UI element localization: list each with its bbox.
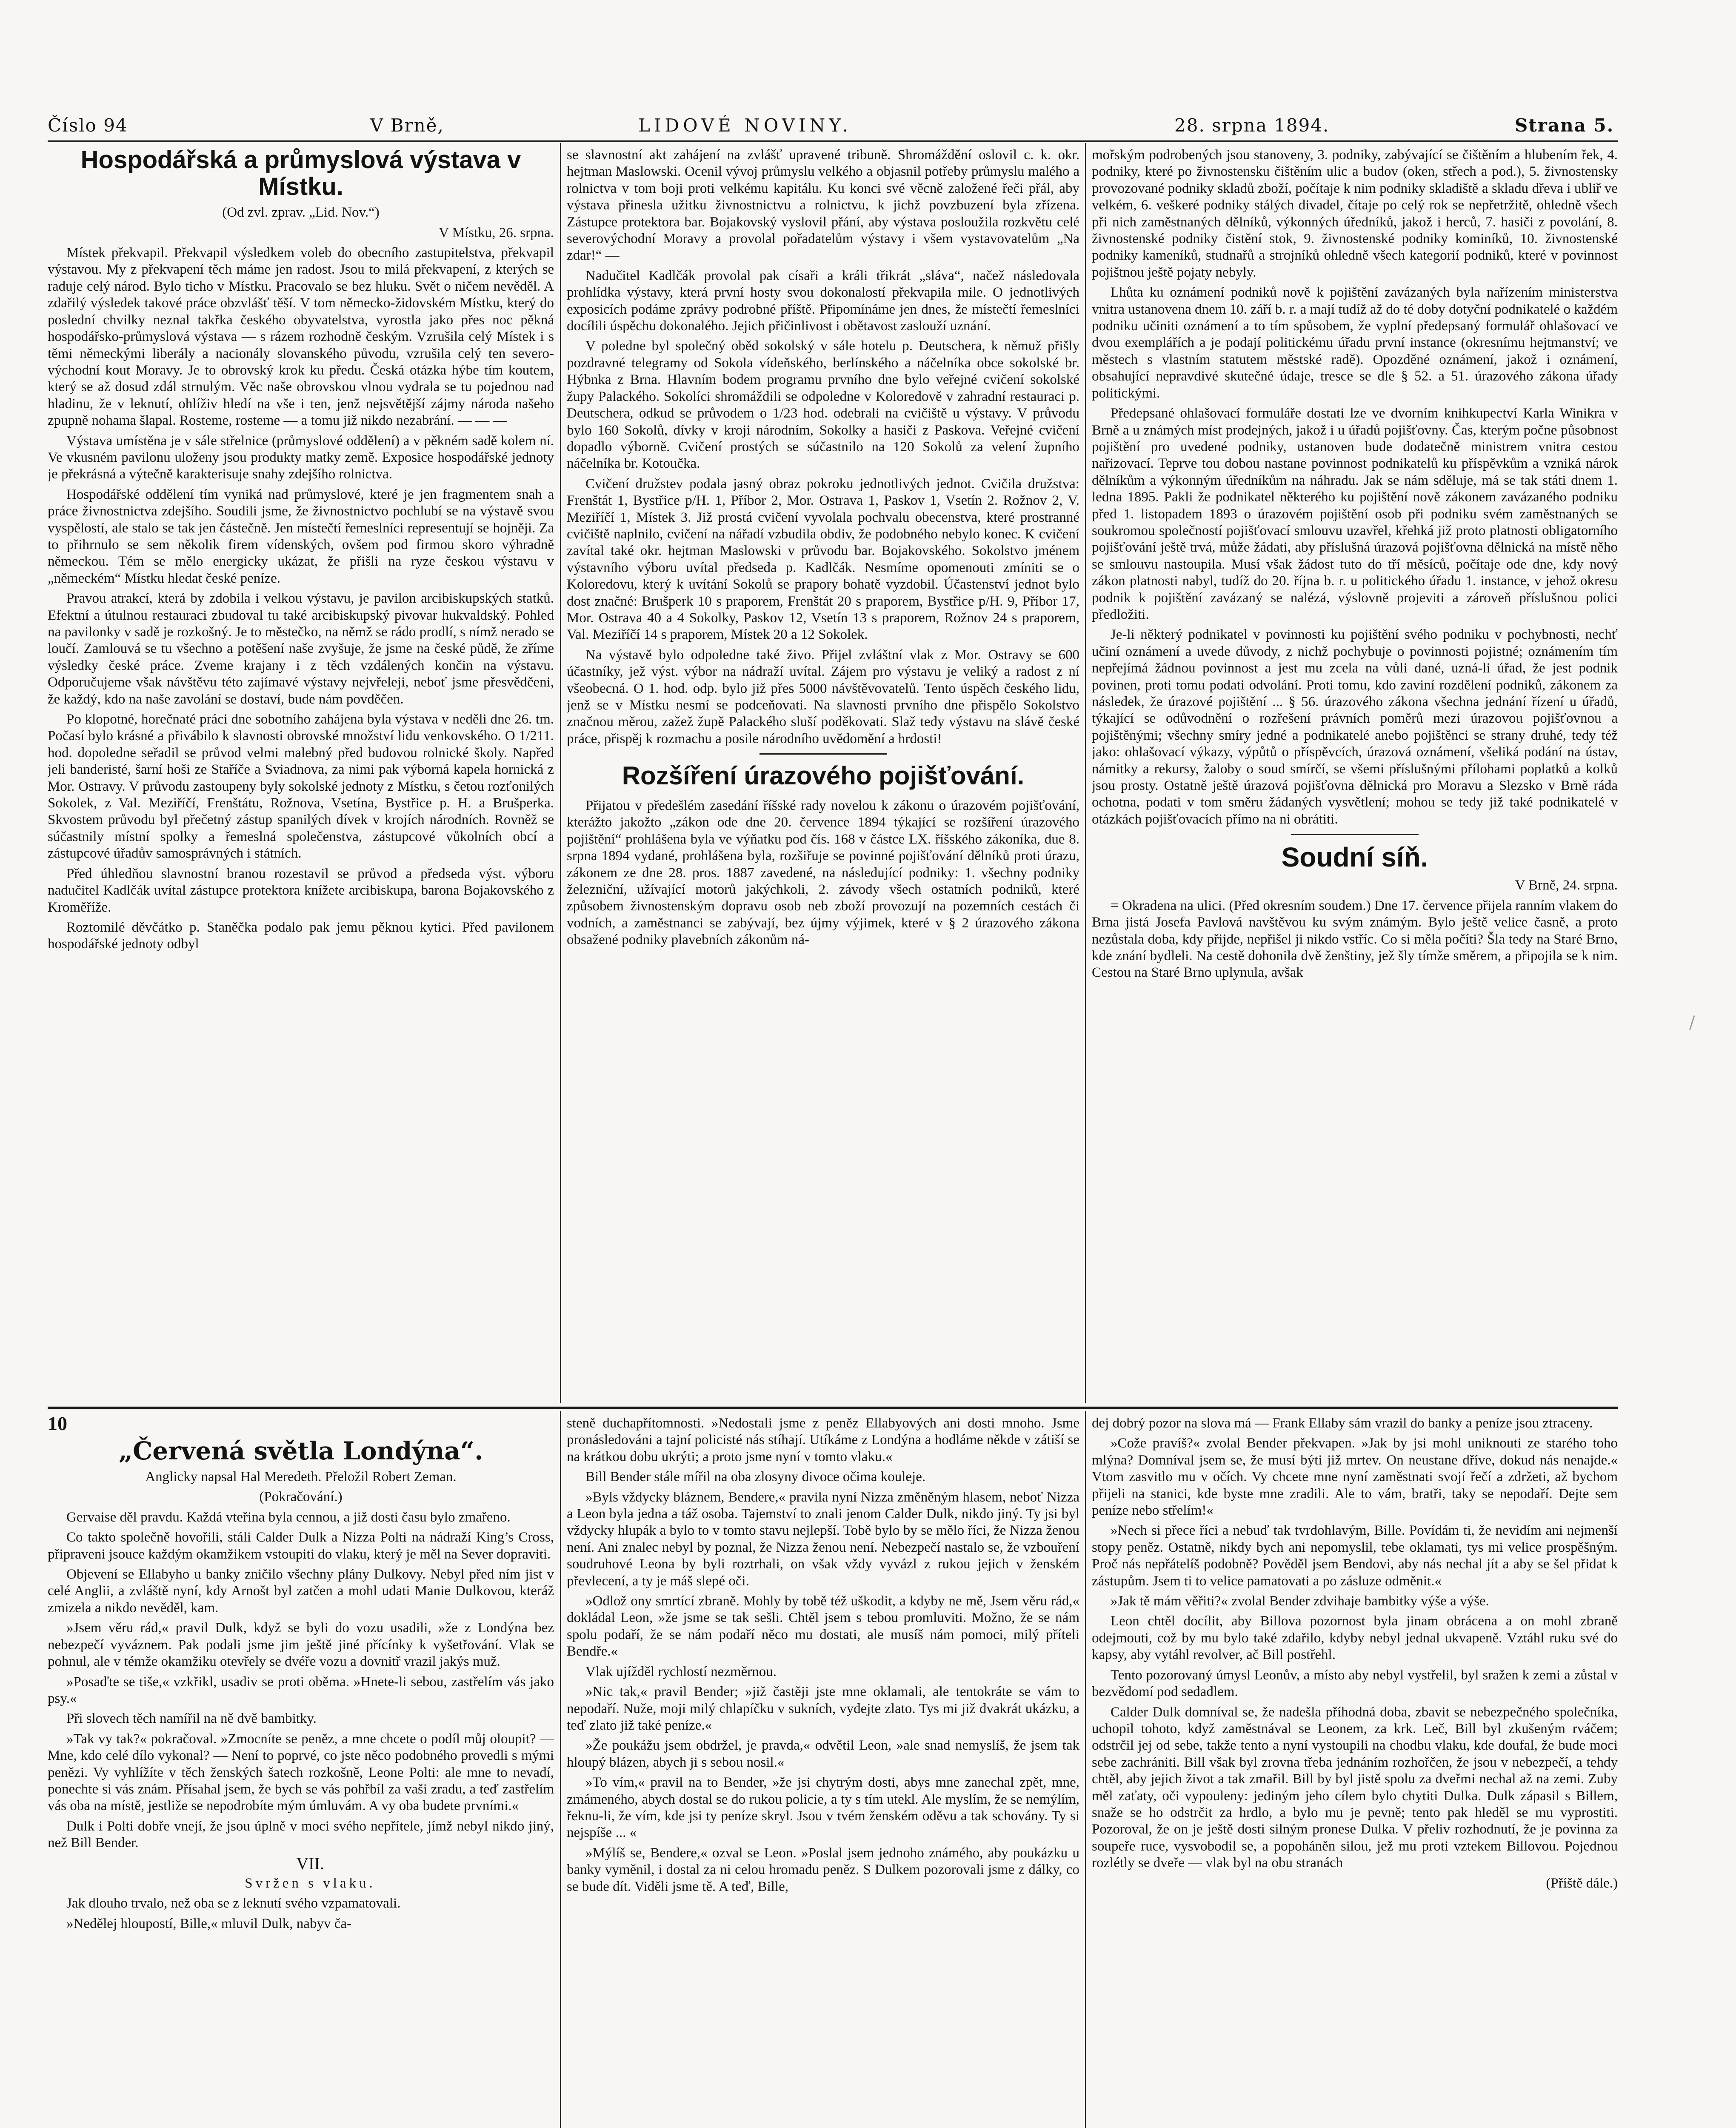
novel-paragraph: »Odlož ony smrtící zbraně. Mohly by tobě též uškodit, a kdyby ne mě, Jsem věru rád,« dokládal Leon, »že jsme se tak sešli. Chtěl jsem s tebou promluviti. Možno, že se nám spolu podaří, že se nám podaří něco mu dostati, ale musíš nám pomoci, milý příteli Bendře.« — [567, 1593, 1079, 1659]
feuilleton-rule — [48, 1407, 1618, 1409]
novel-paragraph: Calder Dulk domníval se, že nadešla příhodná doba, zbavit se nebezpečného společníka, uchopil tohoto, když zaměstnával se Leonem, za krk. Leč, Bill byl zkušeným rváčem; odstrčil jej od sebe, takže tento a nyní vystoupili na chodbu vlaku, kde doufal, že bude moci sebe zachrániti. Bill však byl zrovna třeba jednáním rozhořčen, že jsou v nebezpečí, a tehdy chtěl, aby jejich život a tak zmařil. Bill by byl jistě spolu za dveřmi nechal až na zemi. Zuby měl zaťaty, oči vypouleny: jediným jeho cílem bylo chytiti Dulka. Dulk zápasil s Billem, snaže se ho odstrčit za hrdlo, a bylo mu je pevně; tento pak hleděl se mu vyprostiti. Pozoroval, že on je ještě dosti silným pronese Dulka. V přeliv rozhodnutí, že je povinna za soupeře ruce, vysvobodil se, a popoháněn silou, jež mu proti vztekem Billovou. Pojednou rozlétly se dveře — vlak byl na obu stranách — [1092, 1704, 1618, 1871]
novel-paragraph: »Nic tak,« pravil Bender; »již častěji jste mne oklamali, ale tentokráte se vám to nepodaří. Nuže, moji milý chlapíčku v sukních, vydejte zlato. Tys mi již dvakrát ukázku, a teď zlato již také peníze.« — [567, 1684, 1079, 1733]
column-divider — [560, 143, 561, 1403]
chapter-number: VII. — [296, 1853, 324, 1873]
column-divider — [1085, 143, 1086, 1403]
article-paragraph: Nadučitel Kadlčák provolal pak císaři a králi třikrát „sláva“, načež následovala prohlídka výstavy, která první hosty svou dokonalostí překvapila mile. O jednotlivých exposicích podáme zprávy podrobné příště. Připomínáme jen dnes, že místečtí řemeslníci docílili úspěchu dokonalého. Jejich přičinlivost i obětavost zaslouží uznání. — [567, 268, 1079, 334]
novel-paragraph: dej dobrý pozor na slova má — Frank Ellaby sám vrazil do banky a peníze jsou ztraceny. — [1092, 1416, 1593, 1431]
article-paragraph: Na výstavě bylo odpoledne také živo. Přijel zvláštní vlak z Mor. Ostravy se 600 účastníky, jež výst. výbor na nádraží uvítal. Zájem pro výstavu je veliký a radost z ní všeobecná. O 1. hod. odp. bylo již přes 5000 návštěvovatelů. Tento úspěch českého lidu, jenž se v Místku nesmí se podceňovati. Na slavnosti prvního dne přispělo Sokolstvo značnou měrou, zažež župě Palackého sluší poděkovati. Slaž tedy výstavu na slávě české práce, přispěj k rozmachu a posile národního uvědomění a hrdosti! — [567, 647, 1079, 747]
header-rule — [48, 140, 1618, 142]
insurance-continued — [1092, 147, 1618, 1402]
header-issue: Číslo 94 — [48, 115, 128, 136]
exhibition-continued — [567, 147, 1079, 1402]
novel-column-2 — [567, 1415, 1079, 2128]
header-date: 28. srpna 1894. — [1174, 115, 1330, 136]
article-paragraph: se slavnostní akt zahájení na zvlášť upravené tribuně. Shromáždění oslovil c. k. okr. hejtman Maslowski. Ocenil vývoj průmyslu velkého a objasnil potřeby průmyslu malého a rolnictva v tom boji proti velkému kapitálu. Ku konci své věcně založené řeči přál, aby výstava přinesla užitku živnostnictvu a rolnictvu, k jichž povzbuzení byla zřízena. Zástupce protektora bar. Bojakovský vyslovil přání, aby výstava posloužila rozkvětu celé severovýchodní Moravy a provolal pořadatelům výstavy i všem vystavovatelům „Na zdar!“ — — [567, 147, 1079, 263]
article-paragraph: Po klopotné, horečnaté práci dne sobotního zahájena byla výstava v neděli dne 26. tm. Počasí bylo krásné a přivábilo k slavnosti obrovské množství lidu venkovského. O 1/211. hod. dopoledne seřadil se průvod velmi malebný před budovou rolnické školy. Napřed jeli banderisté, šarní hoši ze Staříče a Sviadnova, za nimi pak výborná kapela hornická z Mor. Ostravy. V průvodu zastoupeny byly sokolské jednoty z Místku, s četou rozťonilých Sokolek, z Val. Meziříčí, Frenštátu, Rožnova, Vsetína, Bystřice p. H. a Brušperka. Skvostem průvodu byl přečetný zástup spanilých dívek v krojích národních. Rovněž se súčastnily místní spolky a řemeslná společenstva, zástupcové vůkolních obcí a zástupcové úřadův samosprávných i státních. — [48, 712, 554, 861]
article-paragraph: Je-li některý podnikatel v povinnosti ku pojištění svého podniku v pochybnosti, nechť učiní oznámení a uvede důvody, z nichž pochybuje o povinnosti pojistné; oznámením tím nepřejímá žádnou povinnost a jest mu zcela na vůli dané, uzná-li úřad, že jest podnik povinen, proti tomu podati odvolání. Proti tomu, kdo zaviní rozdělení podniků, zákonem za následek, že úrazové pojištění ... § 56. úrazového zákona všechna jednání řízení u úřadů, týkající se odůvodnění o rozřešení právních poměrů mezi úrazovou pojišťovnou a pojištěnými; všechny smíry jedné a podnikatelé anebo pojištěnci se strany druhé, tedy též jako: ohlašovací výkazy, výpůtů o příspěvcích, úrazová oznámení, všeliká podání na ústav, námitky a rekursy, žaloby o soud smírčí, se všemi příslušnými přílohami poplatků a kolků jsou prosty. Ostatně ještě úrazová pojišťovna dělnická pro Moravu a Slezsko v Brně ráda ochotna, podati v tom směru žádaných vysvětlení; mohou se tedy již také podnikatelé v otázkách pojišťovacích přímo na ni obrátiti. — [1092, 627, 1618, 827]
novel-paragraph: »Jak tě mám věřiti?« zvolal Bender zdvihaje bambitky výše a výše. — [1111, 1593, 1489, 1609]
article-paragraph: Hospodářské oddělení tím vyniká nad průmyslové, které je jen fragmentem snah a práce živnostnictva zdejšího. Soudili jsme, že živnostnictvo pochlubí se na výstavě svou vyspělostí, ale stalo se tak jen částečně. Jen místečtí řemeslníci representují se hojněji. Za to přihrnulo se sem několik firem vídenských, ovšem pod firmou skoro výhradně německou. Tém se mělo energicky ukázat, že přišli na ryze českou výstavu v „německém“ Místku hledat české peníze. — [48, 486, 554, 586]
novel-paragraph: »Posaďte se tiše,« vzkřikl, usadiv se proti oběma. »Hnete-li sebou, zastřelím vás jako psy.« — [48, 1674, 554, 1706]
column-divider — [560, 1411, 561, 2128]
novel-paragraph: Tento pozorovaný úmysl Leonův, a místo aby nebyl vystřelil, byl sražen k zemi a zůstal v bezvědomí pod sedadlem. — [1092, 1667, 1618, 1700]
novel-paragraph: steně duchapřítomnosti. »Nedostali jsme z peněz Ellabyových ani dosti mnoho. Jsme pronásledováni a tajní policisté nás stíhají. Utíkáme z Londýna a hodláme někde v zátiší se na krátkou dobu ukrýti; a proto jsme nyní v tomto vlaku.« — [567, 1416, 1079, 1464]
novel-paragraph: Jak dlouho trvalo, než oba se z leknutí svého vzpamatovali. — [66, 1896, 401, 1911]
novel-author: Anglicky napsal Hal Meredeth. Přeložil Robert Zeman. — [145, 1469, 457, 1485]
article-paragraph: Lhůta ku oznámení podniků nově k pojištění zavázaných byla nařízením ministerstva vnitra ustanovena dnem 10. září b. r. a mají tudíž až do té doby dotyční podnikatelé o každém podniku učiniti oznámení a to tím spůsobem, že vyplní předepsaný formulář ohlašovací ve dvou exemplářích a je podají politickému úřadu první instance (okresnímu hejtmanství; ve městech s vlastním statutem městské radě). Opozděné oznámení, jakož i oznámení, obsahující nepravdivé skutečné údaje, tresce se dle § 52. a 51. úrazového zákona úřady politickými. — [1092, 285, 1618, 401]
column-divider — [1085, 1411, 1086, 2128]
article-paragraph: Výstava umístěna je v sále střelnice (průmyslové oddělení) a v pěkném sadě kolem ní. Ve vkusném pavilonu uloženy jsou produkty matky země. Exposice hospodářské jednoty je překrásná a výtečně karakterisuje snahy zdejšího rolnictva. — [48, 433, 554, 482]
section-rule — [760, 753, 887, 755]
article-paragraph: Místek překvapil. Překvapil výsledkem voleb do obecního zastupitelstva, překvapil výstavou. My z překvapení těch máme jen radost. Jsou to milá překvapení, z kterých se raduje celý národ. Bylo ticho v Místku. Pracovalo se bez hluku. Svět o ničem nevěděl. A zdařilý výsledek takové práce obzvlášť těší. V tom německo-židovském Místku, který do poslední chvilky neznal takřka českého obyvatelstva, vyrostla jako přes noc pěkná hospodářsko-průmyslová výstava — s rázem rozhodně českým. Vzrušila celý Místek i s těmi německými liberály a nacionály slovanského původu, vzrušila celý ten severo-východní kout Moravy. Je to obrovský krok ku předu. Česká otázka hýbe tím koutem, který se až dosud zdál strnulým. Věc naše obrovskou vlnou vydrala se tu pojednou nad hladinu, že v leknutí, ohlíživ hledí na vše i ten, jenž nejsvětější zájmy národa našeho zpupně nohama šlapal. Rosteme, rosteme — a tomu již nikdo nezabrání. — — — — [48, 245, 554, 429]
novel-paragraph: »Cože pravíš?« zvolal Bender překvapen. »Jak by jsi mohl uniknouti ze starého toho mlýna? Domníval jsem se, že musí býti již mrtev. On neustane dříve, dokud nás nenajde.« Vtom zasvitlo mu v očích. Vy chcete mne nyní zaměstnati svojí řečí a zdržeti, až bychom přijeli na stanici, kde byste mne zradili. Ale to vám, bratři, taky se nepodaří. Dejte sem peníze nebo střelím!« — [1092, 1436, 1618, 1519]
novel-paragraph: Objevení se Ellabyho u banky zničilo všechny plány Dulkovy. Nebyl před ním jist v celé Anglii, a zvláště nyní, kdy Arnošt byl zatčen a mohl udati Manie Dulkovou, kteráž zmizela a nikdo nevěděl, kam. — [48, 1567, 554, 1616]
article-paragraph: Roztomilé děvčátko p. Staněčka podalo pak jemu pěknou kytici. Před pavilonem hospodářské jednoty odbyl — [48, 919, 554, 952]
novel-paragraph: Bill Bender stále mířil na oba zlosyny divoce očima kouleje. — [585, 1469, 926, 1485]
novel-paragraph: »Byls vždycky bláznem, Bendere,« pravila nyní Nizza změněným hlasem, neboť Nizza a Leon byla jedna a táž osoba. Tajemství to znali jenom Calder Dulk, nikdo jiný. Ty jsi byl vždycky hlupák a bylo to v tomto stavu nejlepší. Tobě bylo by se mělo říci, že Nizza ženou není. Ani znalec nebyl by poznal, že Nizza ženou není. Nebezpečí nastalo se, že vzbouření soudruhové Leona by byli roztrhali, on však vždy vyvázl z rukou jejich v ženském převlecení, a ty je máš slepé oči. — [567, 1489, 1079, 1589]
to-be-continued: (Příště dále.) — [1546, 1875, 1618, 1891]
novel-continuation: (Pokračování.) — [259, 1489, 343, 1505]
novel-column-1 — [48, 1415, 554, 2128]
article-paragraph: V poledne byl společný oběd sokolský v sále hotelu p. Deutschera, k němuž přišly pozdravné telegramy od Sokola vídeňského, berlínského a náčelníka obce sokolské br. Hýbnka z Brna. Hlavním bodem programu prvního dne bylo veřejné cvičení sokolské župy Palackého. Sokolíci shromáždili se odpoledne v Koloredově v zahradní restauraci p. Deutschera, odkud se průvodem o 1/23 hod. odebrali na cvičiště u výstavy. V průvodu bylo 160 Sokolů, dívky v kroji národním, Sokolky a hasiči z Paskova. Veřejné cvičení dopadlo výborně. Cvičení prostých se súčastnilo na 120 Sokolů za velení župního náčelníka br. Kotoučka. — [567, 338, 1079, 472]
court-headline: Soudní síň. — [1281, 842, 1428, 873]
chapter-title: Svržen s vlaku. — [245, 1875, 376, 1891]
article-paragraph: Předepsané ohlašovací formuláře dostati lze ve dvorním knihkupectví Karla Winikra v Brně a u známých míst prodejných, jakož i u úřadů pojišťovny. Čas, kterým počne působnost pojištění pro uvedené podniky, ustanoven bude dodatečně ministrem vnitra cestou nařizovací. Teprve tou dobou nastane povinnost podnikatelů ku příspěvkům a vzniká nárok dělníkům a výkonným úředníkům na náhradu. Jak se nám sděluje, má se tak státi dnem 1. ledna 1895. Pakli že podnikatel některého ku pojištění nově zákonem zavázaného podniku před 1. listopadem 1893 o úrazovém pojištění osob při podniku svém zaměstnaných se soukromou společností pojišťovací smlouvu uzavřel, křehká již proto platnosti obligatorního pojišťování ještě trvá, může žádati, aby příslušná úrazová pojišťovna dělnická na místě něho se smlouvu nastoupila. Musí však žádost tuto do tří měsíců, počítaje ode dne, kdy nový zákon platnosti nabyl, tudíž do 20. října b. r. u politického úřadu 1. instance, v jehož okresu podnik k pojištění zavázaný se nalézá, výslovně projeviti a zároveň příslušnou polici předložiti. — [1092, 406, 1618, 622]
article-paragraph: Přijatou v předešlém zasedání říšské rady novelou k zákonu o úrazovém pojišťování, kterážto jakožto „zákon ode dne 20. července 1894 týkající se rozšíření úrazového pojištění“ prohlášena byla ve výňatku pod čís. 168 v částce LX. říšského zákoníka, due 8. srpna 1894 vydané, prohlášena byla, rozšiřuje se povinné pojišťování dělníků proti úrazu, zákonem ze dne 28. pros. 1887 zavedené, na následující podniky: 1. všechny podniky železniční, užívající motorů jakýchkoli, 2. závody všech ostatních podniků, které způsobem živnostenským dopravu osob neb zboží provozují na pozemních cestách či vodních, a zaměstnanci se zabývají, bez újmy výjimek, které v § 2 úrazového zákona obsažené podniky plavebních zákonům ná- — [567, 798, 1079, 948]
insurance-headline: Rozšíření úrazového pojišťování. — [622, 761, 1025, 790]
exhibition-dateline: V Místku, 26. srpna. — [439, 225, 554, 240]
novel-paragraph: Leon chtěl docílit, aby Billova pozornost byla jinam obrácena a on mohl zbraně odejmouti, což by mu bylo také zdařilo, kdyby nebyl jednal ukvapeně. Vztáhl ruku své do kapsy, aby vytáhl revolver, ač Bill postřehl. — [1092, 1613, 1618, 1663]
article-paragraph: Cvičení družstev podala jasný obraz pokroku jednotlivých jednot. Cvičila družstva: Frenštát 1, Bystřice p/H. 1, Příbor 2, Mor. Ostrava 1, Paskov 1, Vsetín 2. Rožnov 2, V. Meziříčí 1, Místek 3. Již prostá cvičení vyvolala pochvalu obecenstva, které prostranné cvičiště naplnilo, cvičení na nářadí vzbudila obdiv, že podobného nebylo konec. K cvičení zavítal také okr. hejtman Maslowski v průvodu bar. Bojakovského. Sokolstvo jménem výstavního výboru uvítal předseda p. Kadlčák. Nesmíme opomenouti zmíniti se o Koloredovu, který k uvítání Sokolů se prapory bohatě vyzdobil. Účastenství jednot bylo dost značné: Brušperk 10 s praporem, Frenštát 20 s praporem, Bystřice p/H. 9, Příbor 17, Mor. Ostrava 40 a 4 Sokolky, Paskov 12, Vsetín 13 s praporem, Rožnov 24 s praporem, Val. Meziříčí 14 s praporem, Místek 20 a 12 Sokolek. — [567, 476, 1079, 643]
header-paper: LIDOVÉ NOVINY. — [638, 115, 852, 136]
novel-paragraph: »To vím,« pravil na to Bender, »že jsi chytrým dosti, abys mne zanechal zpět, mne, zmámeného, abych dostal se do rukou policie, a ty s tím utekl. Ale myslím, že se nemýlím, řeknu-li, že vím, kde jsi ty peníze skryl. Jsou v tvém ženském oděvu a tak schovány. Ty si nejspíše ... « — [567, 1775, 1079, 1841]
exhibition-source: (Od zvl. zprav. „Lid. Nov.“) — [222, 205, 380, 220]
header-city: V Brně, — [370, 115, 444, 136]
novel-paragraph: »Nech si přece říci a nebuď tak tvrdohlavým, Bille. Povídám ti, že nevidím ani nejmenší stopy peněz. Ostatně, nikdy bych ani nepomyslil, tebe oklamati, tys mi velice prospěšným. Proč nás nepřátelíš podobně? Pověděl jsem Bendovi, aby nás nechal jít a aby se šel přidat k zástupům. Jsem ti to velice pamatovati a po zásluze odměnit.« — [1092, 1523, 1618, 1589]
novel-paragraph: »Mýlíš se, Bendere,« ozval se Leon. »Poslal jsem jednoho známého, aby poukázku u banky vyměnil, i dostal za ni celou hromadu peněz. S Dulkem pozorovali jsme z dálky, co se bude dít. Viděli jsme tě. A teď, Bille, — [567, 1845, 1079, 1894]
novel-paragraph: Dulk i Polti dobře vnejí, že jsou úplně v moci svého nepřítele, jímž nebyl nikdo jiný, než Bill Bender. — [48, 1818, 554, 1851]
page-number: 10 — [48, 1415, 67, 1434]
court-dateline: V Brně, 24. srpna. — [1515, 878, 1618, 893]
novel-paragraph: »Jsem věru rád,« pravil Dulk, když se byli do vozu usadili, »že z Londýna bez nebezpečí vyváznem. Pak podali jsme jim ještě jiné přícínky k vyšetřování. Vlak se pohnul, ale v témže okamžiku otevřely se dvéře vozu a dovnitř vrazil jakýs muž. — [48, 1620, 554, 1670]
section-rule — [1291, 834, 1419, 835]
novel-title: „Červená světla Londýna“. — [118, 1436, 483, 1466]
header-page: Strana 5. — [1515, 115, 1614, 136]
novel-paragraph: Při slovech těch namířil na ně dvě bambitky. — [66, 1711, 317, 1727]
article-paragraph: mořským podrobených jsou stanoveny, 3. podniky, zabývající se čištěním a hlubením řek, 4. podniky, které po živnostensku čištěním ulic a budov (oken, střech a pod.), 5. živnostensky provozované podniky skladů zboží, počítaje k nim podniky skladiště a skladu dřeva i ubliř ve velkém, 6. veškeré podniky stálých divadel, čítaje po celý rok se nepřetržitě, ohledně všech při nich zaměstnaných dělníků, výkonných úředníků, jakož i herců, 7. hasiči z povolání, 8. živnostenské podniky čistění stok, 9. živnostenské podniky kominíků, 10. živnostenské podniky kameníků, studnařů a strojníků ohledně všech kategorií podniků, které v povinnost pojištnou ještě pojaty nebyly. — [1092, 147, 1618, 280]
novel-column-3 — [1092, 1415, 1618, 2128]
article-paragraph: Pravou atrakcí, která by zdobila i velkou výstavu, je pavilon arcibiskupských statků. Efektní a útulnou restauraci zbudoval tu také arcibiskupský pivovar hukvaldský. Pohled na pavilonky v sadě je rozkošný. Je to městečko, na němž se rádo prodlí, s nímž nerado se loučí. Zamlouvá se tu všechno a potěšení naše zvyšuje, že jsme na české půdě, že zříme výsledky české práce. Zveme krajany i z těch vzdálených končin na výstavu. Odporučujeme však návštěvu této zajímavé výstavy nejvřeleji, neboť jsme přesvědčeni, že každý, kdo na naše zavolání se dostaví, bude nám povděčen. — [48, 591, 554, 707]
exhibition-article — [48, 147, 554, 1402]
novel-paragraph: Vlak ujížděl rychlostí nezměrnou. — [585, 1664, 777, 1679]
novel-paragraph: »Nedělej hloupostí, Bille,« mluvil Dulk, nabyv ča- — [66, 1916, 351, 1931]
novel-paragraph: »Že poukážu jsem obdržel, je pravda,« odvětil Leon, »ale snad nemyslíš, že jsem tak hloupý blázen, abych ji s sebou nosil.« — [567, 1738, 1079, 1770]
exhibition-headline: Hospodářská a průmyslová výstava v Místku. — [80, 147, 521, 200]
margin-mark: / — [1689, 1013, 1695, 1033]
novel-paragraph: »Tak vy tak?« pokračoval. »Zmocníte se peněz, a mne chcete o podíl můj oloupit? — Mne, kdo celé dílo vykonal? — Není to poprvé, co jste něco podobného provedli s mými penězi. Vy vyhlížíte v těch ženských šatech rozkošně, Leone Polti: ale mne to nevadí, ponechte si vás znám. Přísahal jsem, že bych se vás pohřbíl za vaši zradu, a teď zastřelím vás oba na místě, jestliže se nepodrobíte mým úmluvám. A vy oba budete prvními.« — [48, 1731, 554, 1814]
novel-paragraph: Co takto společně hovořili, stáli Calder Dulk a Nizza Polti na nádraží King’s Cross, připraveni jsouce každým okamžikem vstoupiti do vlaku, který je měl na Sever dopraviti. — [48, 1530, 554, 1562]
novel-paragraph: Gervaise děl pravdu. Každá vteřina byla cennou, a již dosti času bylo zmařeno. — [66, 1509, 511, 1525]
article-paragraph: Před úhledňou slavnostní branou rozestavil se průvod a předseda výst. výboru nadučitel Kadlčák uvítal zástupce protektora knížete arcibiskupa, barona Bojakovského z Kroměříže. — [48, 866, 554, 915]
article-paragraph: = Okradena na ulici. (Před okresním soudem.) Dne 17. července přijela ranním vlakem do Brna jistá Josefa Pavlová navštěvou ku svým známým. Bylo ještě velice časně, a proto nezůstala doba, kdy přijde, nepřišel ji nikdo vstříc. Co si měla počíti? Šla tedy na Staré Brno, kde znání bydleli. Na cestě dohonila dvě ženštiny, jež šly tímže směrem, a připojila se k nim. Cestou na Staré Brno uplynula, avšak — [1092, 898, 1618, 981]
